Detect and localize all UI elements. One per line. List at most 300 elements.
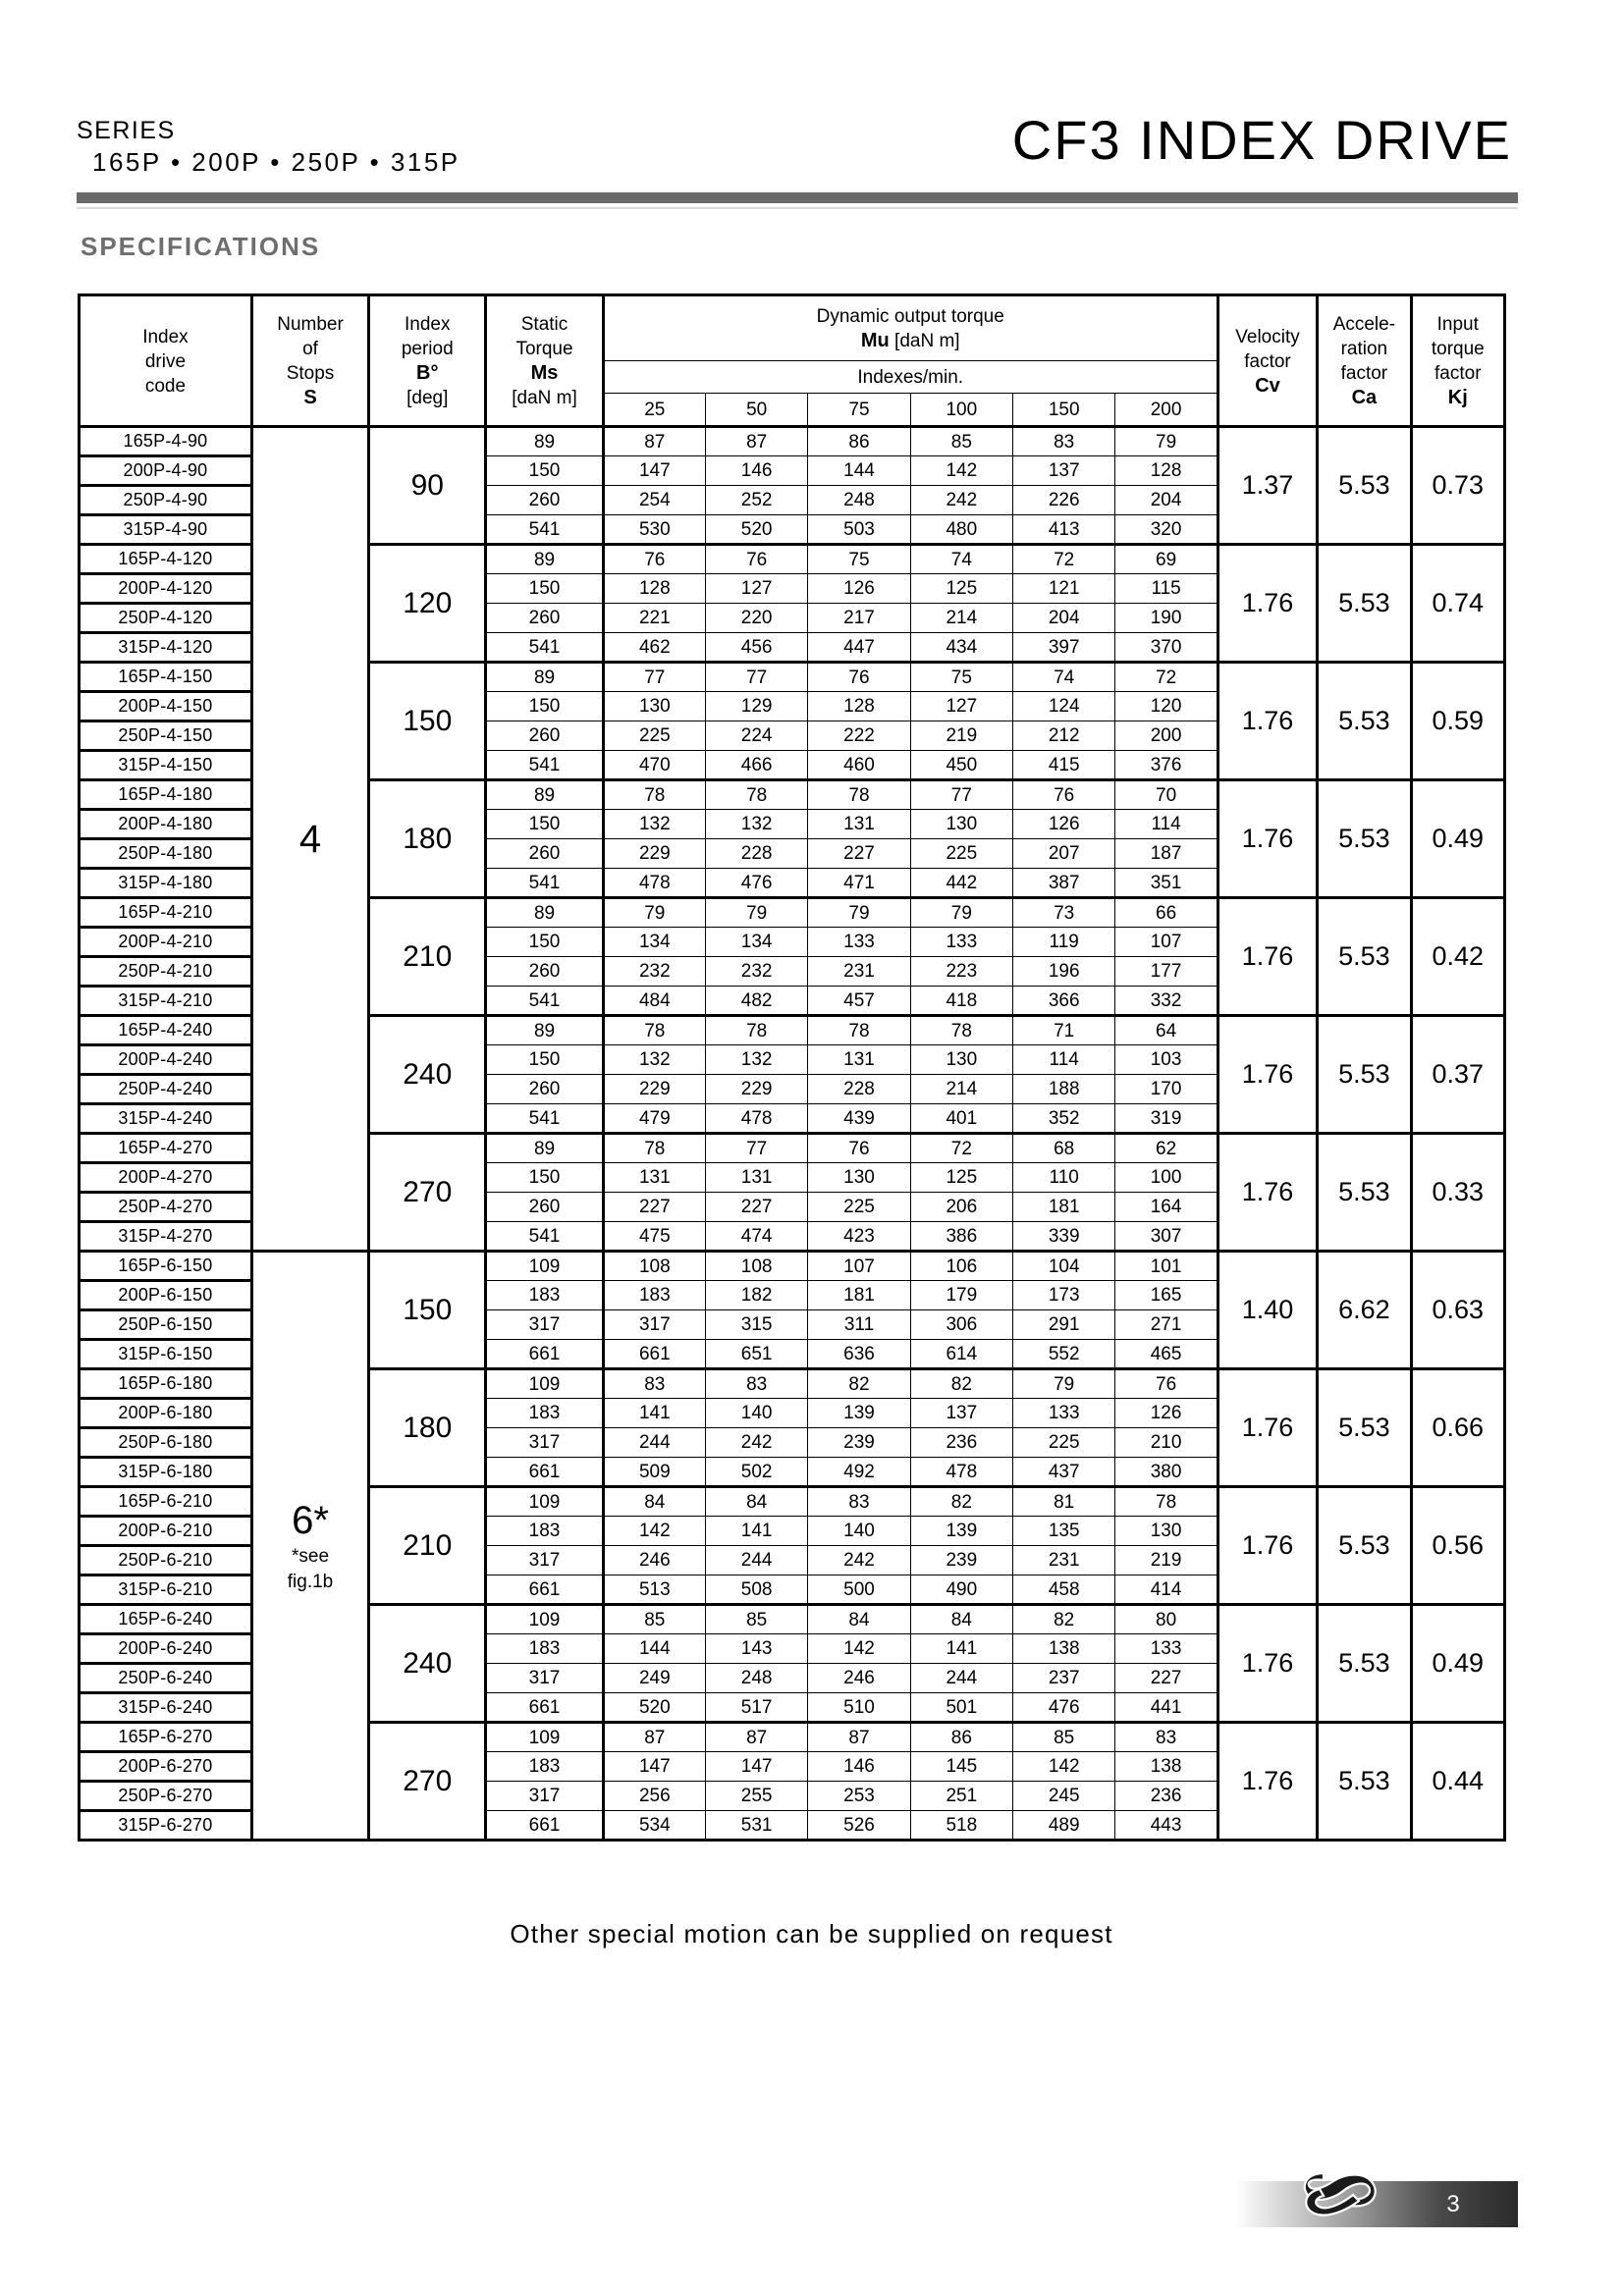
cell-dynamic-torque-50: 517	[705, 1693, 807, 1723]
cell-dynamic-torque-100: 130	[910, 810, 1012, 839]
cell-dynamic-torque-50: 182	[705, 1281, 807, 1310]
cell-index-period: 150	[369, 1252, 486, 1369]
cell-index-drive-code: 165P-4-180	[80, 780, 252, 810]
cell-dynamic-torque-50: 77	[705, 663, 807, 692]
page-header	[77, 109, 1518, 192]
cell-index-drive-code: 165P-4-270	[80, 1134, 252, 1163]
cell-dynamic-torque-200: 64	[1115, 1016, 1217, 1045]
header-line: Number	[277, 314, 344, 335]
header-line: torque	[1431, 339, 1485, 359]
cell-index-period: 180	[369, 1369, 486, 1487]
header-acceleration-factor	[1318, 295, 1411, 427]
cell-dynamic-torque-150: 237	[1013, 1664, 1115, 1693]
cell-acceleration-factor: 5.53	[1318, 663, 1411, 780]
cell-acceleration-factor: 5.53	[1318, 898, 1411, 1016]
cell-dynamic-torque-100: 244	[910, 1664, 1012, 1693]
cell-dynamic-torque-100: 251	[910, 1782, 1012, 1811]
cell-index-drive-code: 250P-6-210	[80, 1546, 252, 1575]
cell-static-torque: 317	[486, 1310, 603, 1340]
cell-dynamic-torque-150: 114	[1013, 1045, 1115, 1075]
header-symbol-b: B°	[416, 362, 439, 384]
cell-dynamic-torque-25: 478	[603, 869, 705, 898]
cell-dynamic-torque-200: 190	[1115, 604, 1217, 633]
cell-dynamic-torque-200: 170	[1115, 1075, 1217, 1104]
cell-dynamic-torque-150: 225	[1013, 1428, 1115, 1458]
cell-dynamic-torque-100: 501	[910, 1693, 1012, 1723]
cell-acceleration-factor: 5.53	[1318, 1487, 1411, 1605]
cell-dynamic-torque-25: 87	[603, 1723, 705, 1752]
cell-velocity-factor: 1.76	[1217, 1487, 1317, 1605]
cell-dynamic-torque-25: 144	[603, 1634, 705, 1664]
cell-dynamic-torque-150: 181	[1013, 1193, 1115, 1222]
cell-input-torque-factor: 0.37	[1411, 1016, 1504, 1134]
cell-dynamic-torque-200: 165	[1115, 1281, 1217, 1310]
cell-dynamic-torque-25: 254	[603, 486, 705, 515]
cell-dynamic-torque-150: 339	[1013, 1222, 1115, 1252]
cell-dynamic-torque-150: 124	[1013, 692, 1115, 721]
header-line: Torque	[515, 339, 573, 359]
cell-static-torque: 661	[486, 1340, 603, 1369]
cell-dynamic-torque-150: 415	[1013, 751, 1115, 780]
cell-dynamic-torque-200: 219	[1115, 1546, 1217, 1575]
header-line: code	[144, 375, 187, 397]
cell-static-torque: 541	[486, 751, 603, 780]
cell-dynamic-torque-200: 79	[1115, 427, 1217, 456]
cell-velocity-factor: 1.76	[1217, 898, 1317, 1016]
cell-static-torque: 317	[486, 1546, 603, 1575]
cell-dynamic-torque-75: 460	[808, 751, 910, 780]
cell-index-drive-code: 165P-4-150	[80, 663, 252, 692]
cell-dynamic-torque-25: 183	[603, 1281, 705, 1310]
cell-velocity-factor: 1.76	[1217, 780, 1317, 898]
cell-static-torque: 260	[486, 1193, 603, 1222]
cell-dynamic-torque-100: 614	[910, 1340, 1012, 1369]
cell-dynamic-torque-150: 74	[1013, 663, 1115, 692]
cell-input-torque-factor: 0.73	[1411, 427, 1504, 545]
cell-index-period: 240	[369, 1605, 486, 1723]
header-static-torque	[486, 295, 603, 427]
cell-acceleration-factor: 6.62	[1318, 1252, 1411, 1369]
cell-static-torque: 317	[486, 1782, 603, 1811]
cell-dynamic-torque-150: 458	[1013, 1575, 1115, 1605]
cell-dynamic-torque-75: 76	[808, 1134, 910, 1163]
cell-static-torque: 260	[486, 1075, 603, 1104]
cell-dynamic-torque-75: 133	[808, 928, 910, 957]
cell-static-torque: 317	[486, 1428, 603, 1458]
cell-dynamic-torque-200: 78	[1115, 1487, 1217, 1517]
cell-dynamic-torque-200: 80	[1115, 1605, 1217, 1634]
cell-dynamic-torque-100: 478	[910, 1458, 1012, 1487]
cell-index-drive-code: 315P-6-150	[80, 1340, 252, 1369]
cell-dynamic-torque-25: 317	[603, 1310, 705, 1340]
cell-dynamic-torque-25: 221	[603, 604, 705, 633]
header-line: Index	[142, 326, 189, 347]
cell-index-drive-code: 200P-4-150	[80, 692, 252, 721]
cell-dynamic-torque-25: 141	[603, 1399, 705, 1428]
cell-index-drive-code: 200P-6-210	[80, 1517, 252, 1546]
cell-static-torque: 89	[486, 780, 603, 810]
cell-dynamic-torque-150: 188	[1013, 1075, 1115, 1104]
cell-dynamic-torque-200: 227	[1115, 1664, 1217, 1693]
cell-dynamic-torque-25: 78	[603, 1134, 705, 1163]
cell-dynamic-torque-25: 229	[603, 839, 705, 869]
cell-velocity-factor: 1.76	[1217, 1016, 1317, 1134]
cell-dynamic-torque-75: 181	[808, 1281, 910, 1310]
cell-index-drive-code: 200P-4-120	[80, 574, 252, 604]
cell-index-drive-code: 250P-6-270	[80, 1782, 252, 1811]
cell-static-torque: 661	[486, 1575, 603, 1605]
cell-dynamic-torque-100: 239	[910, 1546, 1012, 1575]
cell-static-torque: 260	[486, 839, 603, 869]
cell-dynamic-torque-75: 142	[808, 1634, 910, 1664]
cell-acceleration-factor: 5.53	[1318, 1016, 1411, 1134]
header-divider-thin	[77, 207, 1518, 209]
cell-dynamic-torque-100: 74	[910, 545, 1012, 574]
cell-dynamic-torque-200: 126	[1115, 1399, 1217, 1428]
series-label: SERIES	[77, 117, 176, 144]
cell-dynamic-torque-200: 66	[1115, 898, 1217, 928]
cell-index-drive-code: 200P-4-240	[80, 1045, 252, 1075]
cell-index-drive-code: 250P-6-180	[80, 1428, 252, 1458]
cell-dynamic-torque-50: 520	[705, 515, 807, 545]
cell-dynamic-torque-200: 101	[1115, 1252, 1217, 1281]
cell-dynamic-torque-75: 75	[808, 545, 910, 574]
cell-dynamic-torque-75: 492	[808, 1458, 910, 1487]
cell-index-drive-code: 200P-6-240	[80, 1634, 252, 1664]
cell-dynamic-torque-75: 231	[808, 957, 910, 987]
company-logo-icon	[1294, 2160, 1379, 2228]
cell-dynamic-torque-50: 87	[705, 427, 807, 456]
cell-dynamic-torque-75: 126	[808, 574, 910, 604]
cell-velocity-factor: 1.76	[1217, 545, 1317, 663]
cell-index-drive-code: 315P-6-210	[80, 1575, 252, 1605]
cell-static-torque: 183	[486, 1517, 603, 1546]
cell-dynamic-torque-50: 76	[705, 545, 807, 574]
cell-dynamic-torque-75: 253	[808, 1782, 910, 1811]
cell-dynamic-torque-50: 227	[705, 1193, 807, 1222]
cell-dynamic-torque-100: 306	[910, 1310, 1012, 1340]
cell-index-drive-code: 250P-4-240	[80, 1075, 252, 1104]
cell-dynamic-torque-75: 227	[808, 839, 910, 869]
cell-dynamic-torque-100: 418	[910, 987, 1012, 1016]
cell-dynamic-torque-150: 119	[1013, 928, 1115, 957]
cell-index-drive-code: 165P-6-180	[80, 1369, 252, 1399]
cell-dynamic-torque-200: 120	[1115, 692, 1217, 721]
cell-dynamic-torque-150: 413	[1013, 515, 1115, 545]
cell-dynamic-torque-75: 131	[808, 1045, 910, 1075]
cell-dynamic-torque-50: 79	[705, 898, 807, 928]
cell-dynamic-torque-50: 228	[705, 839, 807, 869]
table-row	[80, 1252, 1505, 1281]
cell-dynamic-torque-50: 141	[705, 1517, 807, 1546]
header-symbol-mu: Mu	[860, 330, 890, 351]
cell-dynamic-torque-100: 206	[910, 1193, 1012, 1222]
cell-static-torque: 183	[486, 1399, 603, 1428]
cell-dynamic-torque-25: 76	[603, 545, 705, 574]
cell-dynamic-torque-150: 72	[1013, 545, 1115, 574]
cell-input-torque-factor: 0.44	[1411, 1723, 1504, 1841]
cell-index-drive-code: 165P-6-270	[80, 1723, 252, 1752]
cell-dynamic-torque-75: 217	[808, 604, 910, 633]
header-line: period	[401, 339, 454, 359]
header-speed-200: 200	[1115, 394, 1217, 427]
header-line: of	[302, 339, 318, 359]
cell-dynamic-torque-100: 236	[910, 1428, 1012, 1458]
cell-dynamic-torque-75: 140	[808, 1517, 910, 1546]
cell-dynamic-torque-100: 82	[910, 1487, 1012, 1517]
cell-dynamic-torque-25: 470	[603, 751, 705, 780]
cell-dynamic-torque-100: 145	[910, 1752, 1012, 1782]
cell-dynamic-torque-50: 508	[705, 1575, 807, 1605]
cell-static-torque: 661	[486, 1458, 603, 1487]
cell-index-period: 210	[369, 898, 486, 1016]
cell-dynamic-torque-150: 135	[1013, 1517, 1115, 1546]
cell-acceleration-factor: 5.53	[1318, 427, 1411, 545]
cell-dynamic-torque-50: 87	[705, 1723, 807, 1752]
cell-static-torque: 89	[486, 427, 603, 456]
cell-dynamic-torque-100: 223	[910, 957, 1012, 987]
cell-dynamic-torque-200: 107	[1115, 928, 1217, 957]
cell-static-torque: 260	[486, 721, 603, 751]
cell-index-drive-code: 315P-4-90	[80, 515, 252, 545]
cell-dynamic-torque-50: 255	[705, 1782, 807, 1811]
table-body	[80, 427, 1505, 1841]
cell-index-drive-code: 315P-4-240	[80, 1104, 252, 1134]
stops-note-line2: fig.1b	[287, 1571, 334, 1592]
cell-index-drive-code: 165P-4-120	[80, 545, 252, 574]
cell-static-torque: 541	[486, 869, 603, 898]
cell-dynamic-torque-50: 474	[705, 1222, 807, 1252]
header-unit: [daN m]	[512, 388, 577, 408]
cell-dynamic-torque-50: 456	[705, 633, 807, 663]
cell-dynamic-torque-200: 130	[1115, 1517, 1217, 1546]
cell-dynamic-torque-25: 132	[603, 1045, 705, 1075]
cell-dynamic-torque-200: 177	[1115, 957, 1217, 987]
cell-input-torque-factor: 0.49	[1411, 1605, 1504, 1723]
cell-index-drive-code: 315P-6-180	[80, 1458, 252, 1487]
cell-index-drive-code: 250P-4-150	[80, 721, 252, 751]
cell-velocity-factor: 1.76	[1217, 1605, 1317, 1723]
cell-dynamic-torque-25: 475	[603, 1222, 705, 1252]
cell-dynamic-torque-25: 87	[603, 427, 705, 456]
cell-dynamic-torque-100: 219	[910, 721, 1012, 751]
header-input-torque-factor	[1411, 295, 1504, 427]
cell-static-torque: 109	[486, 1605, 603, 1634]
cell-dynamic-torque-50: 127	[705, 574, 807, 604]
cell-dynamic-torque-100: 125	[910, 1163, 1012, 1193]
cell-dynamic-torque-150: 71	[1013, 1016, 1115, 1045]
cell-dynamic-torque-200: 128	[1115, 456, 1217, 486]
cell-dynamic-torque-25: 530	[603, 515, 705, 545]
page-number: 3	[1446, 2191, 1460, 2217]
cell-dynamic-torque-200: 465	[1115, 1340, 1217, 1369]
cell-dynamic-torque-25: 229	[603, 1075, 705, 1104]
cell-dynamic-torque-150: 207	[1013, 839, 1115, 869]
cell-dynamic-torque-25: 244	[603, 1428, 705, 1458]
cell-dynamic-torque-100: 214	[910, 604, 1012, 633]
cell-static-torque: 541	[486, 1104, 603, 1134]
header-line: factor	[1340, 363, 1388, 384]
cell-dynamic-torque-75: 311	[808, 1310, 910, 1340]
stops-value: 6*	[292, 1498, 329, 1542]
cell-dynamic-torque-150: 137	[1013, 456, 1115, 486]
cell-dynamic-torque-25: 225	[603, 721, 705, 751]
cell-dynamic-torque-150: 73	[1013, 898, 1115, 928]
cell-dynamic-torque-75: 83	[808, 1487, 910, 1517]
cell-dynamic-torque-75: 242	[808, 1546, 910, 1575]
cell-dynamic-torque-200: 103	[1115, 1045, 1217, 1075]
cell-dynamic-torque-150: 76	[1013, 780, 1115, 810]
cell-dynamic-torque-150: 85	[1013, 1723, 1115, 1752]
cell-index-drive-code: 315P-4-120	[80, 633, 252, 663]
cell-static-torque: 89	[486, 663, 603, 692]
cell-dynamic-torque-25: 84	[603, 1487, 705, 1517]
cell-dynamic-torque-50: 132	[705, 810, 807, 839]
header-unit: [deg]	[406, 388, 449, 408]
cell-dynamic-torque-150: 81	[1013, 1487, 1115, 1517]
cell-static-torque: 541	[486, 987, 603, 1016]
cell-dynamic-torque-50: 77	[705, 1134, 807, 1163]
cell-dynamic-torque-75: 78	[808, 1016, 910, 1045]
cell-dynamic-torque-200: 76	[1115, 1369, 1217, 1399]
cell-dynamic-torque-75: 636	[808, 1340, 910, 1369]
cell-index-period: 90	[369, 427, 486, 545]
header-line: Static	[520, 314, 568, 335]
cell-dynamic-torque-150: 204	[1013, 604, 1115, 633]
cell-velocity-factor: 1.76	[1217, 1134, 1317, 1252]
cell-index-drive-code: 315P-4-180	[80, 869, 252, 898]
cell-dynamic-torque-25: 661	[603, 1340, 705, 1369]
cell-dynamic-torque-150: 82	[1013, 1605, 1115, 1634]
cell-acceleration-factor: 5.53	[1318, 1134, 1411, 1252]
cell-dynamic-torque-75: 107	[808, 1252, 910, 1281]
header-line: Index	[405, 314, 451, 335]
stops-value: 4	[298, 817, 322, 861]
cell-dynamic-torque-150: 138	[1013, 1634, 1115, 1664]
header-line: Velocity	[1235, 326, 1300, 347]
cell-dynamic-torque-25: 128	[603, 574, 705, 604]
cell-index-drive-code: 250P-4-210	[80, 957, 252, 987]
cell-dynamic-torque-200: 414	[1115, 1575, 1217, 1605]
cell-dynamic-torque-75: 503	[808, 515, 910, 545]
cell-dynamic-torque-100: 434	[910, 633, 1012, 663]
cell-dynamic-torque-75: 146	[808, 1752, 910, 1782]
cell-dynamic-torque-100: 141	[910, 1634, 1012, 1664]
cell-dynamic-torque-150: 126	[1013, 810, 1115, 839]
cell-dynamic-torque-200: 138	[1115, 1752, 1217, 1782]
section-title: SPECIFICATIONS	[81, 232, 321, 261]
cell-dynamic-torque-25: 130	[603, 692, 705, 721]
cell-dynamic-torque-75: 225	[808, 1193, 910, 1222]
cell-dynamic-torque-100: 130	[910, 1045, 1012, 1075]
specifications-table	[78, 294, 1506, 1842]
cell-static-torque: 183	[486, 1634, 603, 1664]
cell-dynamic-torque-200: 210	[1115, 1428, 1217, 1458]
cell-dynamic-torque-25: 147	[603, 1752, 705, 1782]
cell-dynamic-torque-50: 466	[705, 751, 807, 780]
cell-dynamic-torque-200: 83	[1115, 1723, 1217, 1752]
cell-dynamic-torque-100: 125	[910, 574, 1012, 604]
cell-index-drive-code: 200P-4-180	[80, 810, 252, 839]
cell-dynamic-torque-150: 68	[1013, 1134, 1115, 1163]
cell-dynamic-torque-150: 83	[1013, 427, 1115, 456]
cell-velocity-factor: 1.76	[1217, 663, 1317, 780]
cell-dynamic-torque-50: 78	[705, 780, 807, 810]
cell-dynamic-torque-100: 85	[910, 427, 1012, 456]
cell-index-drive-code: 250P-6-240	[80, 1664, 252, 1693]
cell-dynamic-torque-75: 84	[808, 1605, 910, 1634]
cell-dynamic-torque-75: 248	[808, 486, 910, 515]
cell-dynamic-torque-25: 462	[603, 633, 705, 663]
cell-dynamic-torque-25: 256	[603, 1782, 705, 1811]
footer-note: Other special motion can be supplied on request	[510, 1919, 1113, 1949]
cell-dynamic-torque-150: 231	[1013, 1546, 1115, 1575]
cell-dynamic-torque-25: 131	[603, 1163, 705, 1193]
cell-dynamic-torque-75: 447	[808, 633, 910, 663]
stops-note-line1: *see	[292, 1545, 330, 1567]
cell-static-torque: 541	[486, 1222, 603, 1252]
cell-dynamic-torque-75: 144	[808, 456, 910, 486]
cell-dynamic-torque-75: 526	[808, 1811, 910, 1841]
cell-dynamic-torque-150: 552	[1013, 1340, 1115, 1369]
cell-dynamic-torque-75: 87	[808, 1723, 910, 1752]
cell-index-drive-code: 200P-4-210	[80, 928, 252, 957]
cell-dynamic-torque-75: 78	[808, 780, 910, 810]
cell-dynamic-torque-25: 232	[603, 957, 705, 987]
cell-dynamic-torque-200: 443	[1115, 1811, 1217, 1841]
cell-static-torque: 109	[486, 1252, 603, 1281]
cell-dynamic-torque-200: 72	[1115, 663, 1217, 692]
header-speed-75: 75	[808, 394, 910, 427]
cell-index-drive-code: 165P-4-90	[80, 427, 252, 456]
cell-dynamic-torque-25: 78	[603, 1016, 705, 1045]
cell-dynamic-torque-200: 204	[1115, 486, 1217, 515]
cell-dynamic-torque-50: 531	[705, 1811, 807, 1841]
cell-dynamic-torque-200: 376	[1115, 751, 1217, 780]
cell-dynamic-torque-50: 232	[705, 957, 807, 987]
cell-dynamic-torque-50: 502	[705, 1458, 807, 1487]
header-dynamic-output-torque	[603, 295, 1217, 361]
cell-dynamic-torque-150: 121	[1013, 574, 1115, 604]
cell-dynamic-torque-100: 77	[910, 780, 1012, 810]
cell-dynamic-torque-100: 442	[910, 869, 1012, 898]
header-line: drive	[144, 350, 187, 372]
cell-dynamic-torque-50: 140	[705, 1399, 807, 1428]
cell-dynamic-torque-100: 127	[910, 692, 1012, 721]
cell-dynamic-torque-75: 222	[808, 721, 910, 751]
cell-dynamic-torque-100: 142	[910, 456, 1012, 486]
cell-static-torque: 89	[486, 1016, 603, 1045]
cell-static-torque: 183	[486, 1281, 603, 1310]
cell-dynamic-torque-100: 82	[910, 1369, 1012, 1399]
cell-acceleration-factor: 5.53	[1318, 545, 1411, 663]
cell-dynamic-torque-200: 62	[1115, 1134, 1217, 1163]
cell-index-period: 180	[369, 780, 486, 898]
cell-static-torque: 89	[486, 1134, 603, 1163]
cell-dynamic-torque-200: 70	[1115, 780, 1217, 810]
cell-dynamic-torque-200: 351	[1115, 869, 1217, 898]
cell-dynamic-torque-200: 332	[1115, 987, 1217, 1016]
cell-dynamic-torque-100: 133	[910, 928, 1012, 957]
cell-static-torque: 260	[486, 604, 603, 633]
cell-static-torque: 260	[486, 486, 603, 515]
cell-dynamic-torque-75: 228	[808, 1075, 910, 1104]
cell-dynamic-torque-200: 164	[1115, 1193, 1217, 1222]
header-line: factor	[1434, 363, 1482, 384]
cell-dynamic-torque-100: 75	[910, 663, 1012, 692]
cell-input-torque-factor: 0.42	[1411, 898, 1504, 1016]
cell-dynamic-torque-200: 380	[1115, 1458, 1217, 1487]
